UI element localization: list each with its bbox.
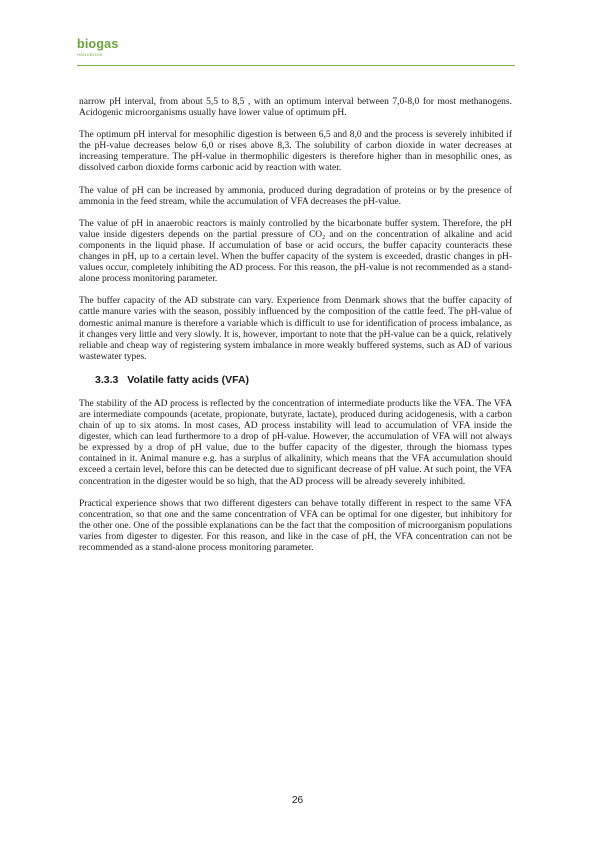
co2-subscript: 2 (322, 234, 326, 241)
page-body (79, 97, 512, 565)
page-header (77, 38, 515, 57)
paragraph: The value of pH can be increased by ammonia, produced during degradation of proteins or by the presence of ammonia in the feed stream, while the accumulation of VFA decreases the pH-value. (79, 185, 512, 207)
section-title: Volatile fatty acids (VFA) (127, 373, 250, 386)
logo-subtitle: HANDBOOK (77, 52, 104, 57)
paragraph: narrow pH interval, from about 5,5 to 8,5 , with an optimum interval between 7,0-8,0 for most methanogens. Acidogenic microorganisms usually have lower value of optimum pH. (79, 97, 512, 119)
paragraph: Practical experience shows that two different digesters can behave totally different in respect to the same VFA concentration, so that one and the same concentration of VFA can be optimal for one digester, but inhibitory for the other one. One of the possible explanations can be the fact that the composition of microorganism populations varies from digester to digester. For this reason, and like in the case of pH, the VFA concentration can not be recommended as a stand-alone process monitoring parameter. (79, 498, 512, 553)
paragraph: The optimum pH interval for mesophilic digestion is between 6,5 and 8,0 and the process is severely inhibited if the pH-value decreases below 6,0 or rises above 8,3. The solubility of carbon dioxide in water decreases at increasing temperature. The pH-value in thermophilic digesters is therefore higher than in mesophilic ones, as dissolved carbon dioxide forms carbonic acid by reaction with water. (79, 130, 512, 174)
section-heading (95, 374, 512, 387)
paragraph-text: and on the concentration of alkaline and acid components in the liquid phase. If accumulation of base or acid occurs, the buffer capacity counteracts these changes in pH, up to a certain level. When the buffer capacity of the system is exceeded, drastic changes in pH-values occur, completely inhibiting the AD process. For this reason, the pH-value is not recommended as a stand-alone process monitoring parameter. (79, 229, 512, 285)
page-number: 26 (291, 795, 304, 806)
paragraph-buffer-system (79, 219, 512, 286)
paragraph: The stability of the AD process is reflected by the concentration of intermediate products like the VFA. The VFA are intermediate compounds (acetate, propionate, butyrate, lactate), produced during acidogenesis, with a carbon chain of up to six atoms. In most cases, AD process instability will lead to accumulation of VFA inside the digester, which can lead furthermore to a drop of pH-value. However, the accumulation of VFA will not always be expressed by a drop of pH value, due to the buffer capacity of the digester, through the biomass types contained in it. Animal manure e.g. has a surplus of alkalinity, which means that the VFA accumulation should exceed a certain level, before this can be detected due to significant decrease of pH value. At such point, the VFA concentration in the digester would be so high, that the AD process will be already severely inhibited. (79, 398, 512, 487)
section-number: 3.3.3 (95, 373, 119, 386)
paragraph-text: The value of pH in anaerobic reactors is mainly controlled by the bicarbonate buffer system. Therefore, the pH value inside digesters depends on the partial pressure of CO (79, 218, 512, 240)
paragraph: The buffer capacity of the AD substrate can vary. Experience from Denmark shows that the buffer capacity of cattle manure varies with the season, possibly influenced by the composition of the cattle feed. The pH-value of domestic animal manure is therefore a variable which is difficult to use for identification of process imbalance, as it changes very little and very slowly. It is, however, important to note that the pH-value can be a quick, relatively reliable and cheap way of registering system imbalance in more weakly buffered systems, such as AD of various wastewater types. (79, 296, 512, 362)
biogas-logo: biogas (77, 37, 119, 51)
header-divider (77, 65, 515, 66)
